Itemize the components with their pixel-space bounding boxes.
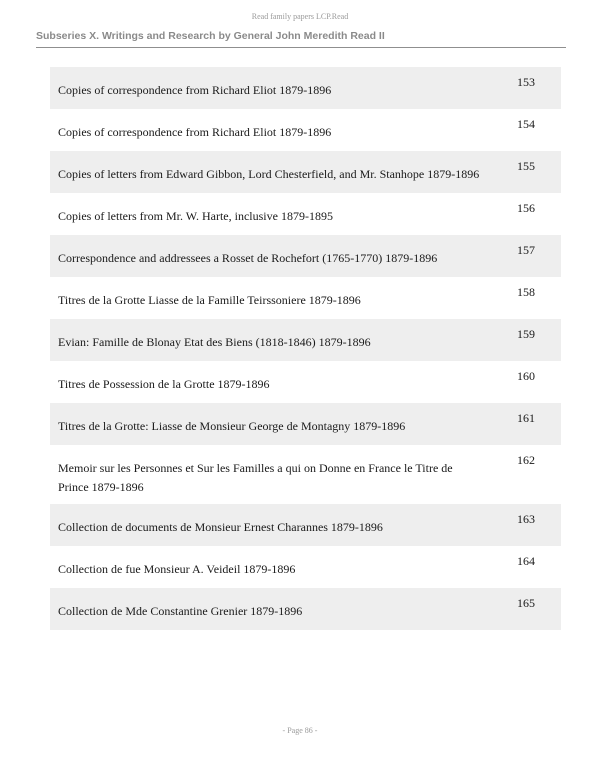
item-number: 154 [517, 117, 535, 131]
running-head: Read family papers LCP.Read [251, 12, 349, 21]
item-number: 155 [517, 159, 535, 173]
item-description: Collection de fue Monsieur A. Veideil 1879-1896 [58, 562, 296, 576]
container-list [50, 67, 561, 630]
item-description: Correspondence and addressees a Rosset de Rochefort (1765-1770) 1879-1896 [58, 251, 438, 265]
item-description: Collection de documents de Monsieur Ernest Charannes 1879-1896 [58, 520, 383, 534]
item-description: Evian: Famille de Blonay Etat des Biens (1818-1846) 1879-1896 [58, 335, 371, 349]
list-item [50, 403, 561, 445]
item-number: 158 [517, 285, 535, 299]
list-item [50, 193, 561, 235]
item-description: Copies of letters from Edward Gibbon, Lord Chesterfield, and Mr. Stanhope 1879-1896 [58, 167, 480, 181]
item-number: 164 [517, 554, 535, 568]
item-number: 165 [517, 596, 535, 610]
list-item [50, 546, 561, 588]
list-item [50, 67, 561, 109]
subseries-title: Subseries X. Writings and Research by General John Meredith Read II [36, 30, 566, 48]
list-item [50, 277, 561, 319]
item-number: 153 [517, 75, 535, 89]
item-description: Copies of correspondence from Richard Eliot 1879-1896 [58, 125, 332, 139]
item-number: 157 [517, 243, 535, 257]
list-item [50, 504, 561, 546]
list-item [50, 235, 561, 277]
item-number: 159 [517, 327, 535, 341]
item-number: 162 [517, 453, 535, 467]
item-number: 160 [517, 369, 535, 383]
list-item [50, 151, 561, 193]
list-item [50, 319, 561, 361]
page-number: - Page 86 - [282, 726, 318, 735]
item-number: 156 [517, 201, 535, 215]
list-item [50, 361, 561, 403]
list-item [50, 109, 561, 151]
item-description: Titres de la Grotte Liasse de la Famille Teirssoniere 1879-1896 [58, 293, 361, 307]
item-description: Titres de la Grotte: Liasse de Monsieur George de Montagny 1879-1896 [58, 419, 406, 433]
item-description: Copies of correspondence from Richard Eliot 1879-1896 [58, 83, 332, 97]
item-description: Collection de Mde Constantine Grenier 1879-1896 [58, 604, 303, 618]
item-number: 163 [517, 512, 535, 526]
item-description: Copies of letters from Mr. W. Harte, inclusive 1879-1895 [58, 209, 333, 223]
item-description: Memoir sur les Personnes et Sur les Familles a qui on Donne en France le Titre de Prince 1879-1896 [58, 461, 453, 494]
list-item [50, 588, 561, 630]
item-description: Titres de Possession de la Grotte 1879-1896 [58, 377, 270, 391]
list-item [50, 445, 561, 504]
item-number: 161 [517, 411, 535, 425]
